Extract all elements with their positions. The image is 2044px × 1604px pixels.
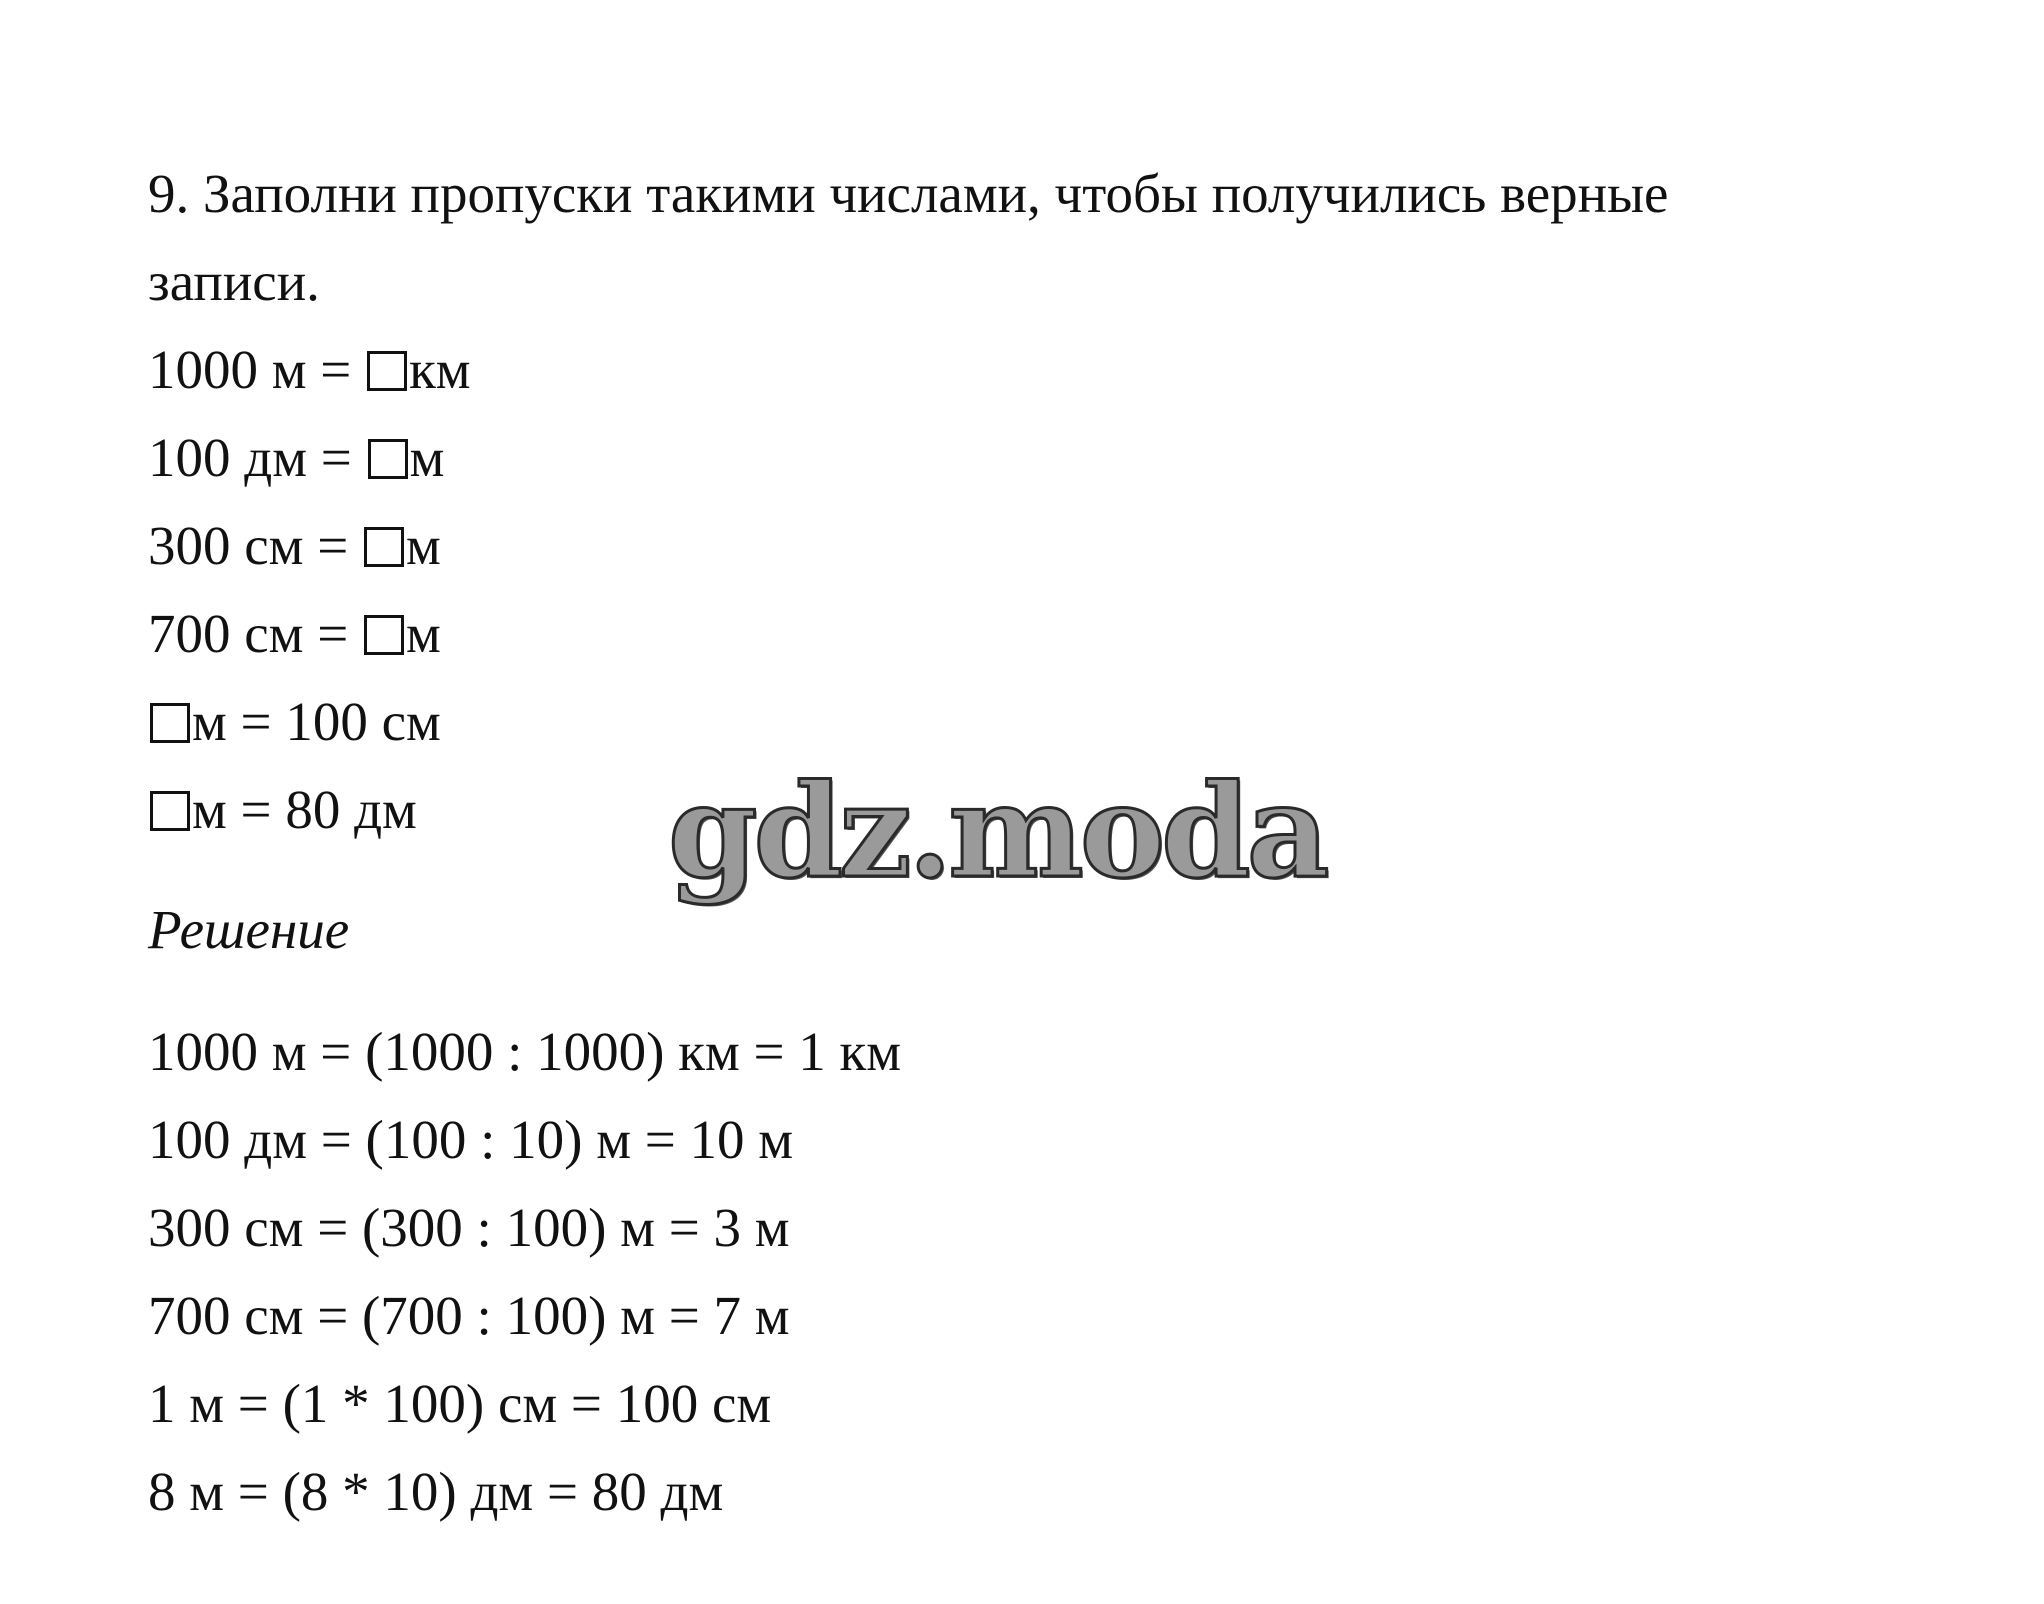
exercise-4-right: м — [405, 603, 441, 664]
solution-line-6: 8 м = (8 * 10) дм = 80 дм — [148, 1461, 724, 1522]
exercise-5 — [148, 691, 441, 752]
exercise-3 — [148, 515, 441, 576]
exercise-1 — [148, 339, 471, 400]
solution-line-3: 300 см = (300 : 100) м = 3 м — [148, 1197, 790, 1258]
exercise-1-left: 1000 м = — [148, 339, 352, 400]
exercise-2 — [148, 427, 445, 488]
solution-line-5: 1 м = (1 * 100) см = 100 см — [148, 1373, 772, 1434]
blank-box — [367, 351, 407, 391]
solution-line-1: 1000 м = (1000 : 1000) км = 1 км — [148, 1021, 902, 1082]
blank-box — [150, 703, 190, 743]
exercise-4-left: 700 см = — [148, 603, 349, 664]
blank-box — [368, 439, 408, 479]
exercise-1-right: км — [409, 339, 471, 400]
exercise-2-right: м — [409, 427, 445, 488]
exercise-6-right: м = 80 дм — [192, 779, 417, 840]
blank-box — [364, 615, 404, 655]
exercise-6 — [148, 779, 417, 840]
blank-box — [150, 791, 190, 831]
exercise-4 — [148, 603, 441, 664]
solution-heading: Решение — [148, 899, 350, 960]
solution-line-2: 100 дм = (100 : 10) м = 10 м — [148, 1109, 794, 1170]
exercise-2-left: 100 дм = — [148, 427, 352, 488]
exercise-3-right: м — [405, 515, 441, 576]
task-text-line-1: 9. Заполни пропуски такими числами, чтобы получились верные — [148, 163, 1669, 224]
exercise-5-right: м = 100 см — [192, 691, 441, 752]
watermark-logo: gdz.moda — [668, 757, 1326, 907]
solution-line-4: 700 см = (700 : 100) м = 7 м — [148, 1285, 790, 1346]
task-text-line-2: записи. — [148, 251, 320, 312]
blank-box — [364, 527, 404, 567]
exercise-3-left: 300 см = — [148, 515, 349, 576]
